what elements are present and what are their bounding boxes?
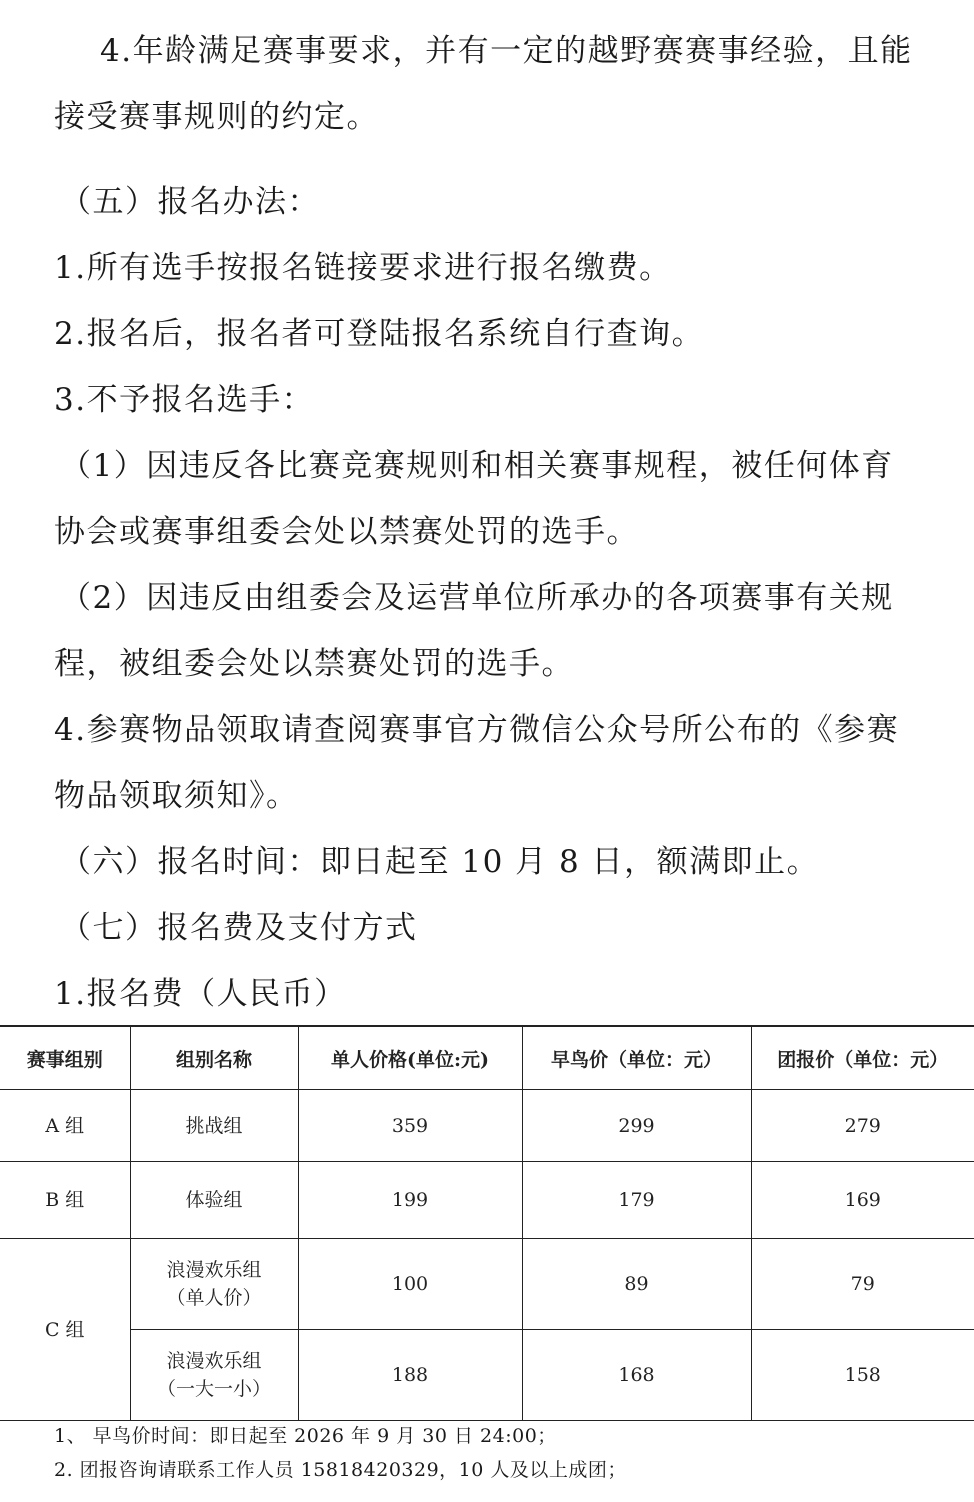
table-header-row: [0, 1026, 974, 1090]
section-heading: （六）报名时间：即日起至 10 月 8 日，额满即止。: [60, 844, 820, 880]
table-row: [0, 1162, 974, 1239]
paragraph-line: 协会或赛事组委会处以禁赛处罚的选手。: [54, 514, 639, 550]
fee-table: [0, 1025, 974, 1421]
single-price-cell: 359: [298, 1090, 522, 1162]
note-line: 2. 团报咨询请联系工作人员 15818420329，10 人及以上成团；: [54, 1459, 627, 1481]
early-price-cell: 89: [522, 1239, 751, 1330]
header-cell-group: 赛事组别: [0, 1026, 130, 1090]
paragraph-line: 4.年龄满足赛事要求，并有一定的越野赛赛事经验，且能: [100, 33, 913, 69]
table-row: [0, 1330, 974, 1421]
header-cell-name: 组别名称: [130, 1026, 298, 1090]
group-cell: C 组: [0, 1239, 130, 1421]
group-name-subtext: （单人价）: [166, 1287, 262, 1309]
paragraph-line: 程，被组委会处以禁赛处罚的选手。: [54, 646, 574, 682]
paragraph-line: 接受赛事规则的约定。: [54, 99, 379, 135]
paragraph-line: 3.不予报名选手：: [54, 382, 315, 418]
header-cell-early-price: 早鸟价（单位：元）: [522, 1026, 751, 1090]
single-price-cell: 100: [298, 1239, 522, 1330]
single-price-cell: 188: [298, 1330, 522, 1421]
paragraph-line: 1.报名费（人民币）: [54, 976, 347, 1012]
table-row: [0, 1239, 974, 1330]
paragraph-line: 4.参赛物品领取请查阅赛事官方微信公众号所公布的《参赛: [54, 712, 900, 748]
early-price-cell: 299: [522, 1090, 751, 1162]
group-name-cell: [130, 1239, 298, 1330]
paragraph-line: 物品领取须知》。: [54, 778, 299, 814]
header-cell-single-price: 单人价格(单位:元): [298, 1026, 522, 1090]
early-price-cell: 179: [522, 1162, 751, 1239]
team-price-cell: 158: [751, 1330, 974, 1421]
group-name-cell: 挑战组: [130, 1090, 298, 1162]
note-line: 1、 早鸟价时间：即日起至 2026 年 9 月 30 日 24:00；: [54, 1425, 557, 1447]
group-name-cell: [130, 1330, 298, 1421]
group-name-cell: 体验组: [130, 1162, 298, 1239]
section-heading: （五）报名办法：: [60, 184, 320, 220]
early-price-cell: 168: [522, 1330, 751, 1421]
team-price-cell: 169: [751, 1162, 974, 1239]
group-name-text: 浪漫欢乐组: [166, 1350, 262, 1372]
paragraph-line: （1）因违反各比赛竞赛规则和相关赛事规程，被任何体育: [60, 448, 894, 484]
section-heading: （七）报名费及支付方式: [60, 910, 418, 946]
team-price-cell: 79: [751, 1239, 974, 1330]
paragraph-line: 2.报名后，报名者可登陆报名系统自行查询。: [54, 316, 705, 352]
header-cell-team-price: 团报价（单位：元）: [751, 1026, 974, 1090]
single-price-cell: 199: [298, 1162, 522, 1239]
paragraph-line: 1.所有选手按报名链接要求进行报名缴费。: [54, 250, 672, 286]
group-cell: A 组: [0, 1090, 130, 1162]
paragraph-line: （2）因违反由组委会及运营单位所承办的各项赛事有关规: [60, 580, 894, 616]
group-name-subtext: （一大一小）: [156, 1378, 271, 1400]
table-row: [0, 1090, 974, 1162]
team-price-cell: 279: [751, 1090, 974, 1162]
group-name-text: 浪漫欢乐组: [166, 1259, 262, 1281]
group-cell: B 组: [0, 1162, 130, 1239]
